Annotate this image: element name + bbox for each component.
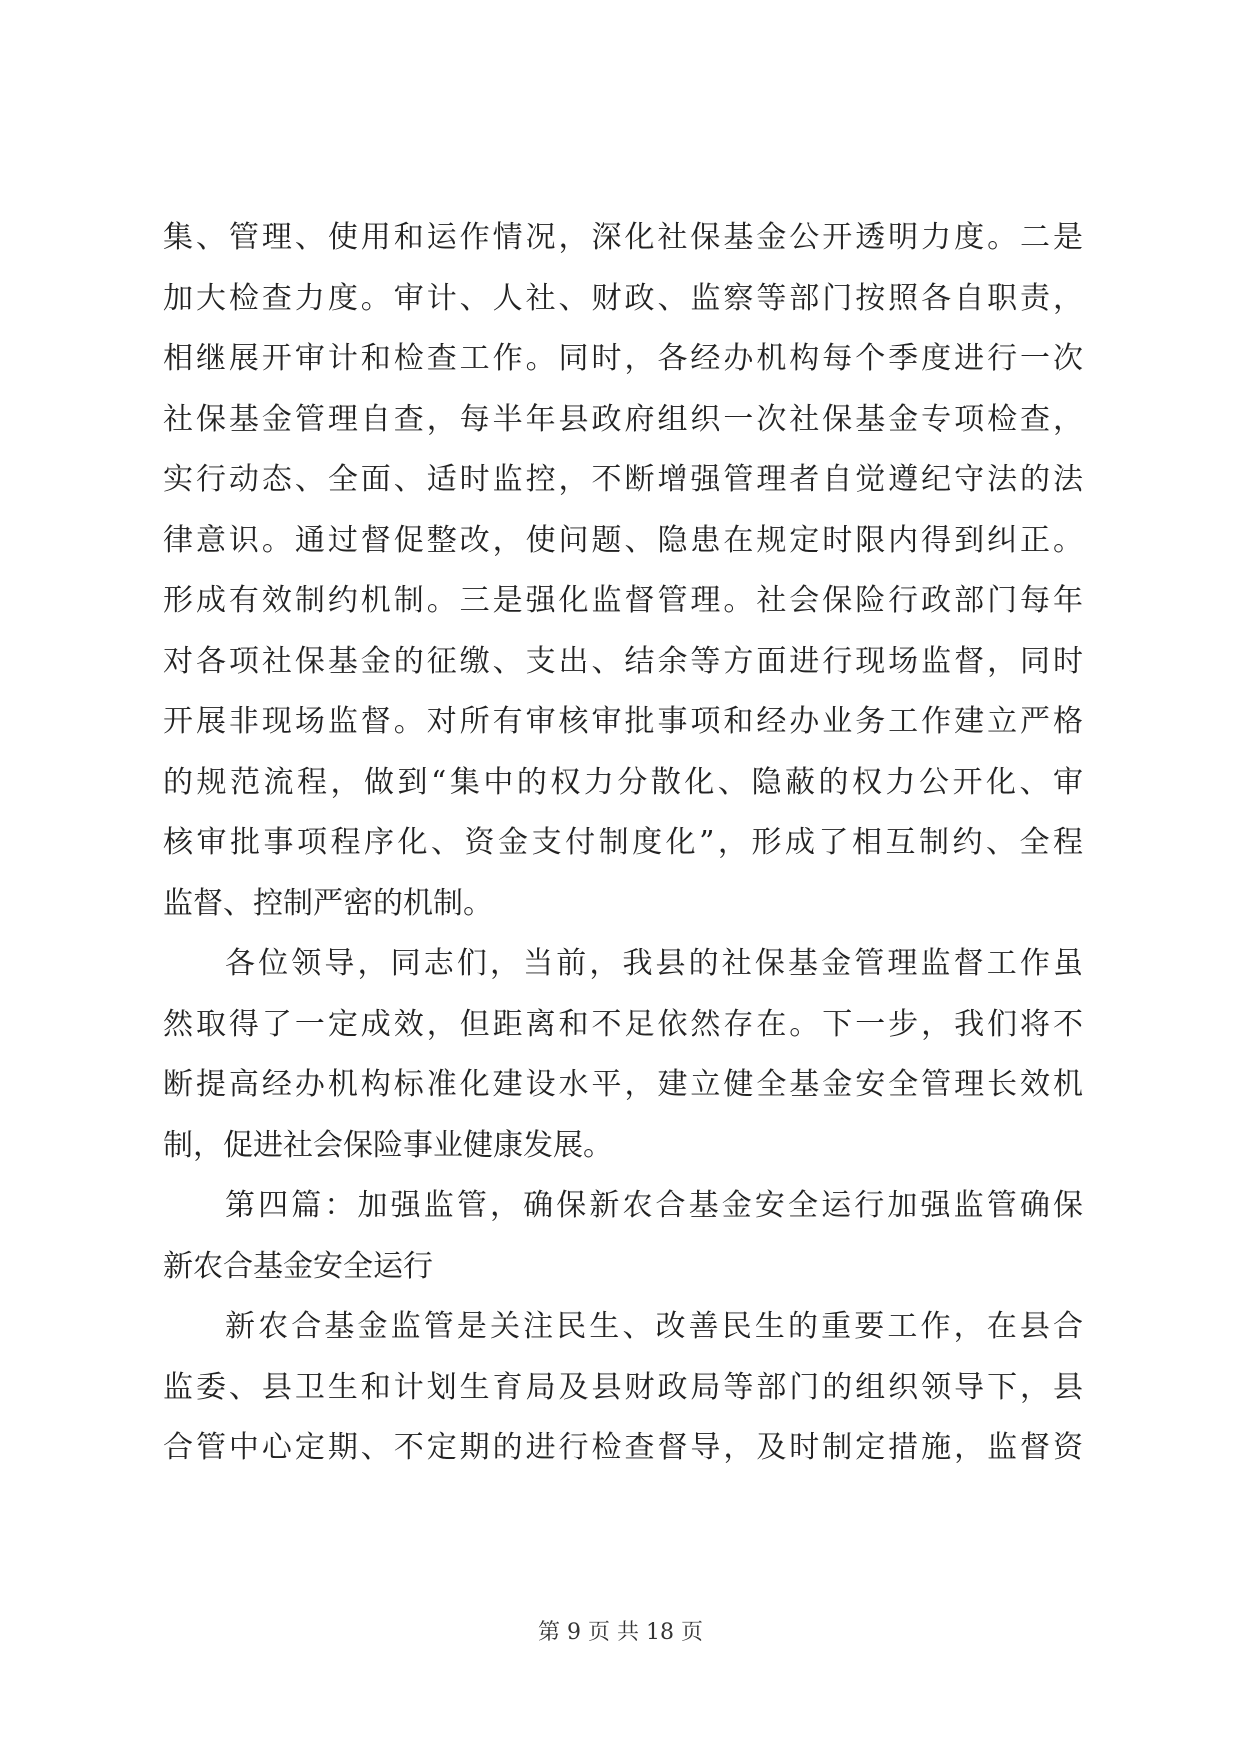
section-heading-line: 第四篇：加强监管，确保新农合基金安全运行加强监管确保 [225, 1188, 1083, 1223]
text-line: 合管中心定期、不定期的进行检查督导，及时制定措施，监督资 [163, 1430, 1083, 1465]
text-line: 相继展开审计和检查工作。同时，各经办机构每个季度进行一次 [163, 341, 1083, 376]
text-line: 的规范流程，做到“集中的权力分散化、隐蔽的权力公开化、审 [163, 764, 1083, 800]
text-line: 实行动态、全面、适时监控，不断增强管理者自觉遵纪守法的法 [163, 462, 1083, 497]
page-number-footer: 第 9 页 共 18 页 [538, 1620, 703, 1645]
text-line: 对各项社保基金的征缴、支出、结余等方面进行现场监督，同时 [163, 643, 1083, 679]
text-line: 监督、控制严密的机制。 [163, 885, 493, 921]
text-line: 核审批事项程序化、资金支付制度化”，形成了相互制约、全程 [163, 825, 1083, 860]
text-line: 制，促进社会保险事业健康发展。 [163, 1127, 613, 1163]
text-line: 形成有效制约机制。三是强化监督管理。社会保险行政部门每年 [163, 583, 1083, 618]
section-heading-line: 新农合基金安全运行 [163, 1248, 433, 1284]
text-line: 加大检查力度。审计、人社、财政、监察等部门按照各自职责， [163, 280, 1083, 316]
text-line: 集、管理、使用和运作情况，深化社保基金公开透明力度。二是 [163, 220, 1083, 255]
text-line: 监委、县卫生和计划生育局及县财政局等部门的组织领导下，县 [163, 1369, 1083, 1405]
text-line: 各位领导，同志们，当前，我县的社保基金管理监督工作虽 [225, 946, 1083, 981]
text-line: 断提高经办机构标准化建设水平，建立健全基金安全管理长效机 [163, 1067, 1083, 1102]
text-line: 社保基金管理自查，每半年县政府组织一次社保基金专项检查， [163, 401, 1083, 437]
text-line: 律意识。通过督促整改，使问题、隐患在规定时限内得到纠正。 [163, 522, 1083, 558]
text-line: 新农合基金监管是关注民生、改善民生的重要工作，在县合 [225, 1309, 1083, 1344]
document-body [163, 208, 1083, 1479]
text-line: 然取得了一定成效，但距离和不足依然存在。下一步，我们将不 [163, 1006, 1083, 1042]
text-line: 开展非现场监督。对所有审核审批事项和经办业务工作建立严格 [163, 704, 1083, 739]
